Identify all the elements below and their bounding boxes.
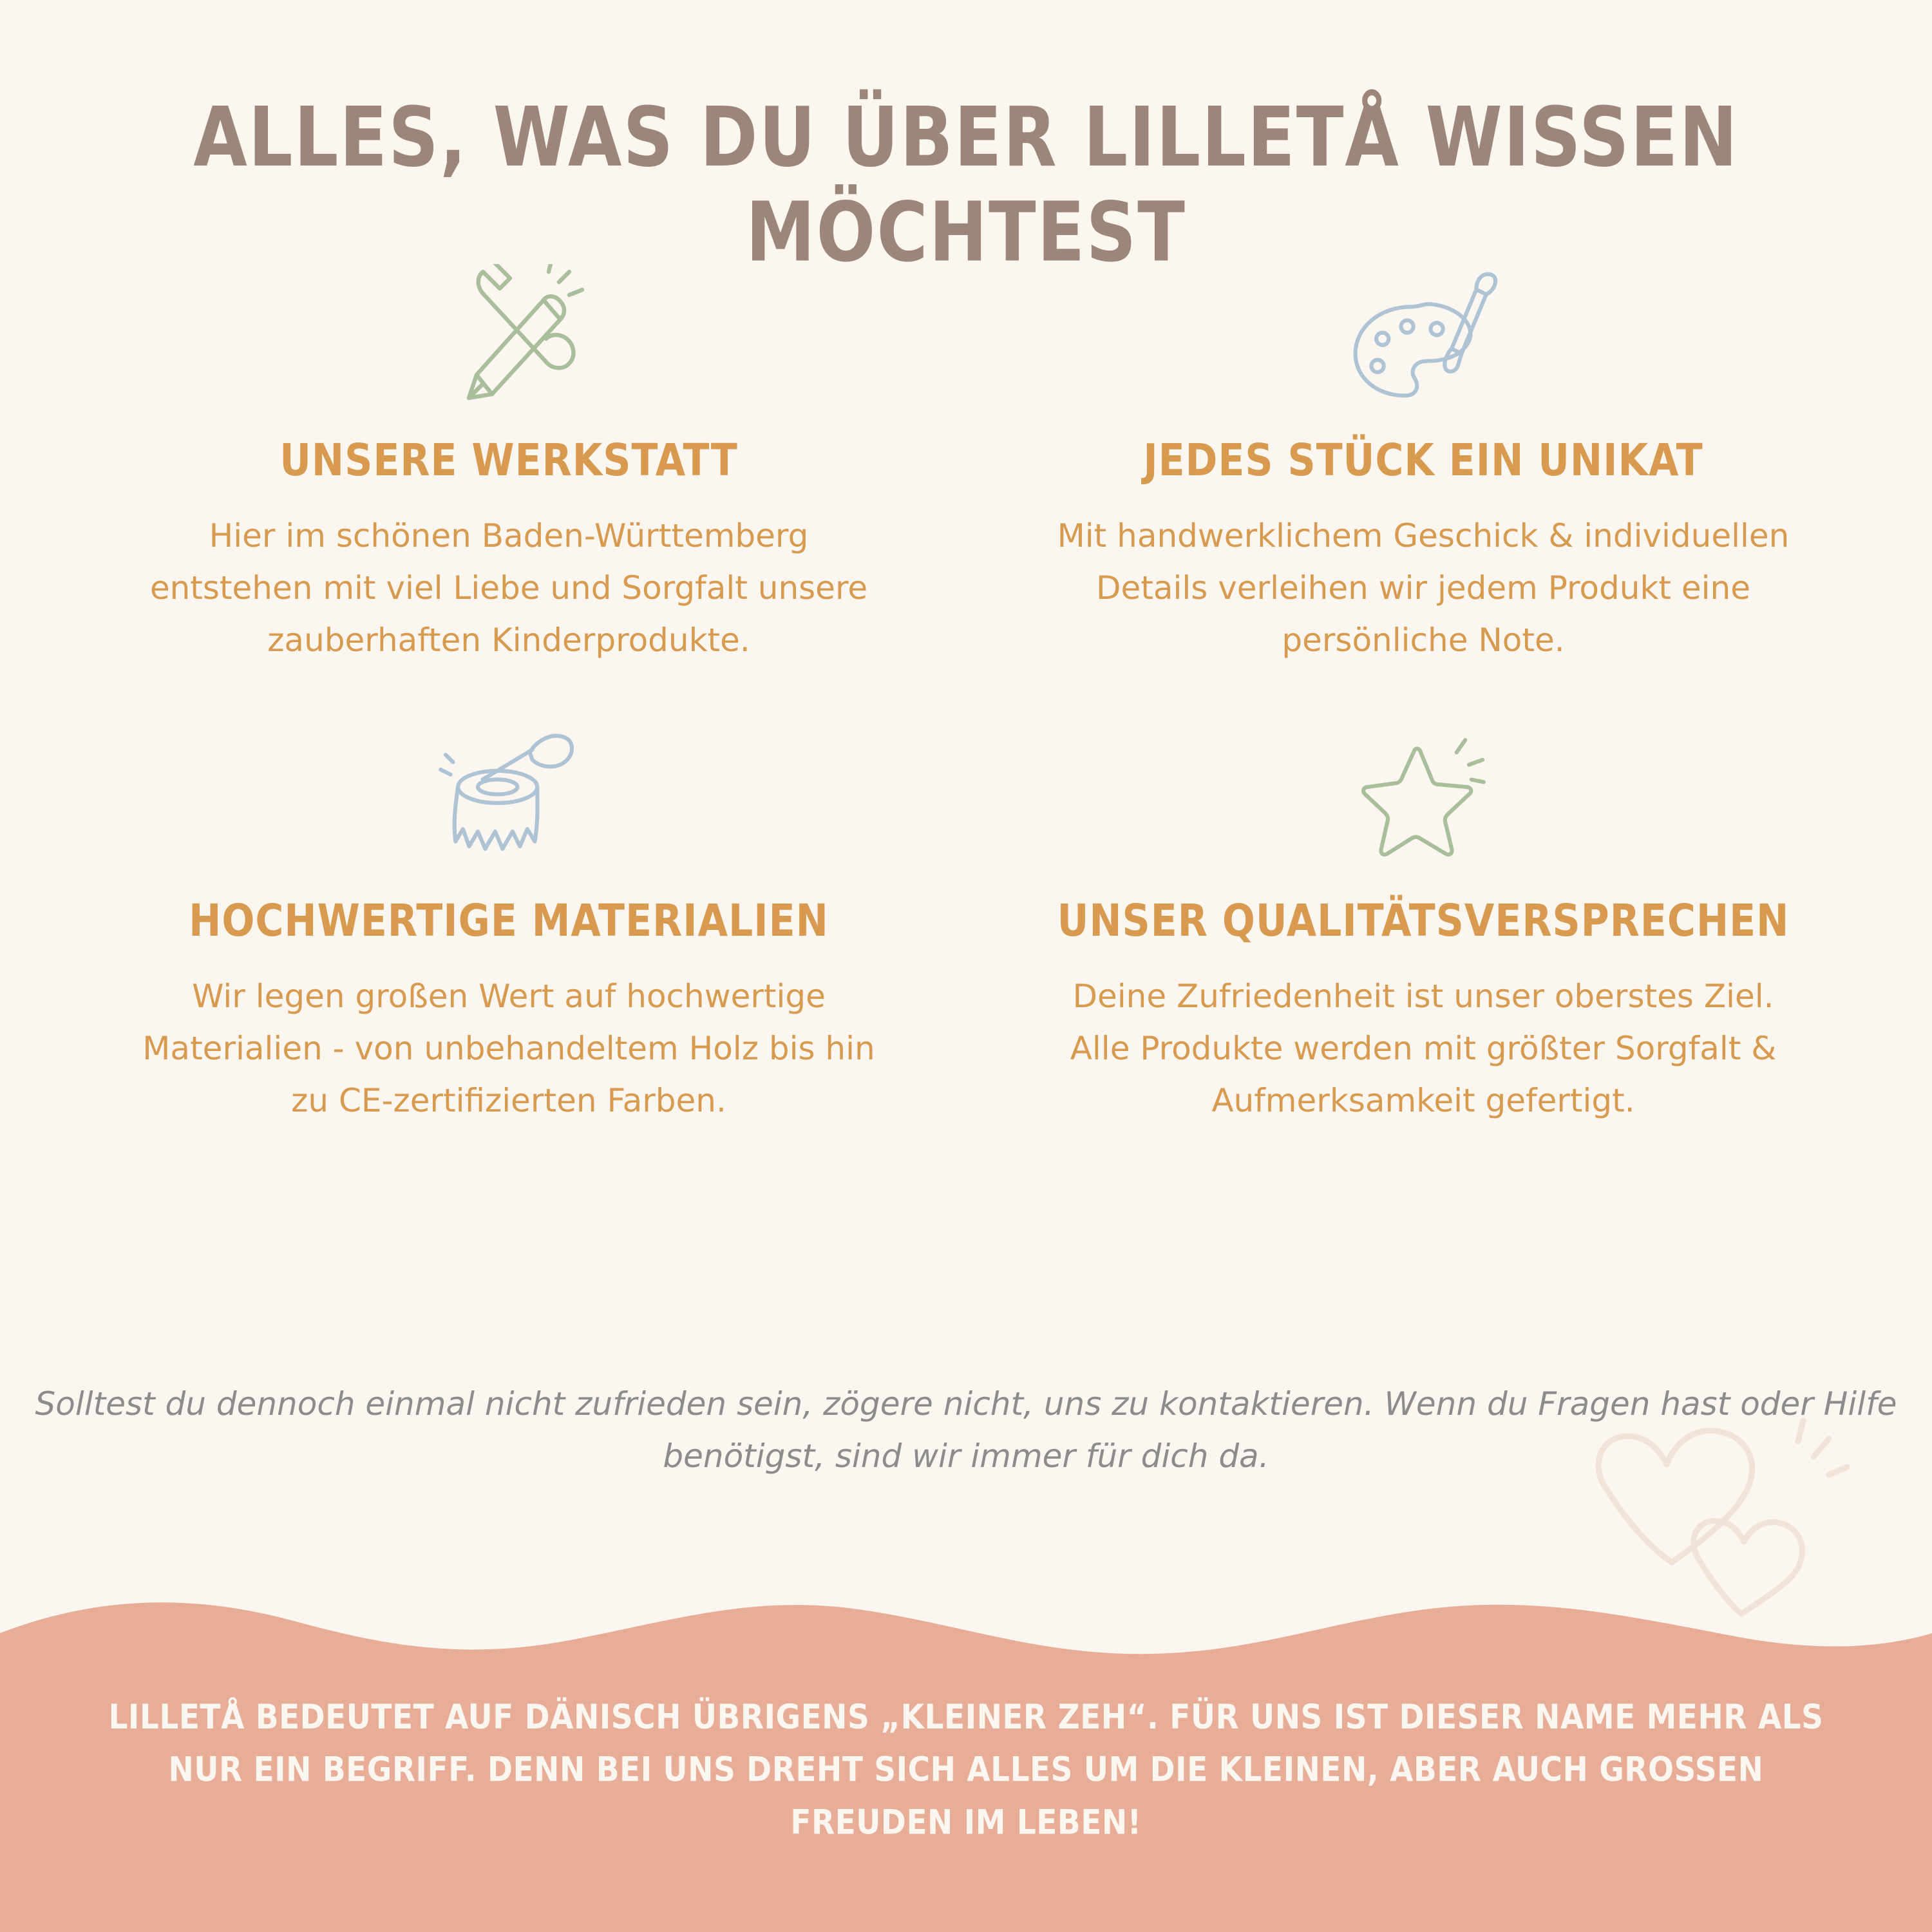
closing-note: Solltest du dennoch einmal nicht zufrieden sein, zögere nicht, uns zu kontaktieren. Wenn du Fragen hast oder Hilfe benötigst, sind wir immer für dich da. (35, 1385, 1897, 1475)
feature-body: Hier im schönen Baden-Württemberg entstehen mit viel Liebe und Sorgfalt unsere zauberhaften Kinderprodukte. (149, 517, 868, 659)
palette-icon (1343, 258, 1504, 425)
feature-card-unikat (1024, 258, 1823, 667)
feature-body: Deine Zufriedenheit ist unser oberstes Ziel. Alle Produkte werden mit größter Sorgfalt & Aufmerksamkeit gefertigt. (1070, 978, 1777, 1119)
axe-tree-stump-icon (428, 718, 589, 886)
feature-card-qualitaet (1024, 718, 1823, 1127)
page-title: ALLES, WAS DU ÜBER LILLETÅ WISSEN MÖCHTEST (193, 90, 1739, 280)
feature-body: Mit handwerklichem Geschick & individuellen Details verleihen wir jedem Produkt eine persönliche Note. (1057, 517, 1790, 659)
feature-card-werkstatt (109, 258, 908, 667)
footer-note: LILLETÅ BEDEUTET AUF DÄNISCH ÜBRIGENS „KLEINER ZEH“. FÜR UNS IST DIESER NAME MEHR ALS NUR EIN BEGRIFF. DENN BEI UNS DREHT SICH ALLES UM DIE KLEINEN, ABER AUCH GROSSEN FREUDEN IM LEBEN! (108, 1698, 1824, 1842)
tools-icon (425, 258, 592, 425)
feature-title: JEDES STÜCK EIN UNIKAT (1143, 434, 1703, 487)
feature-card-materialien (109, 718, 908, 1127)
feature-title: UNSER QUALITÄTSVERSPRECHEN (1057, 895, 1790, 947)
feature-grid (109, 258, 1823, 1127)
star-icon (1343, 718, 1504, 886)
feature-title: HOCHWERTIGE MATERIALIEN (189, 895, 829, 947)
feature-title: UNSERE WERKSTATT (279, 434, 738, 487)
feature-body: Wir legen großen Wert auf hochwertige Materialien - von unbehandeltem Holz bis hin zu CE-zertifizierten Farben. (142, 978, 875, 1119)
